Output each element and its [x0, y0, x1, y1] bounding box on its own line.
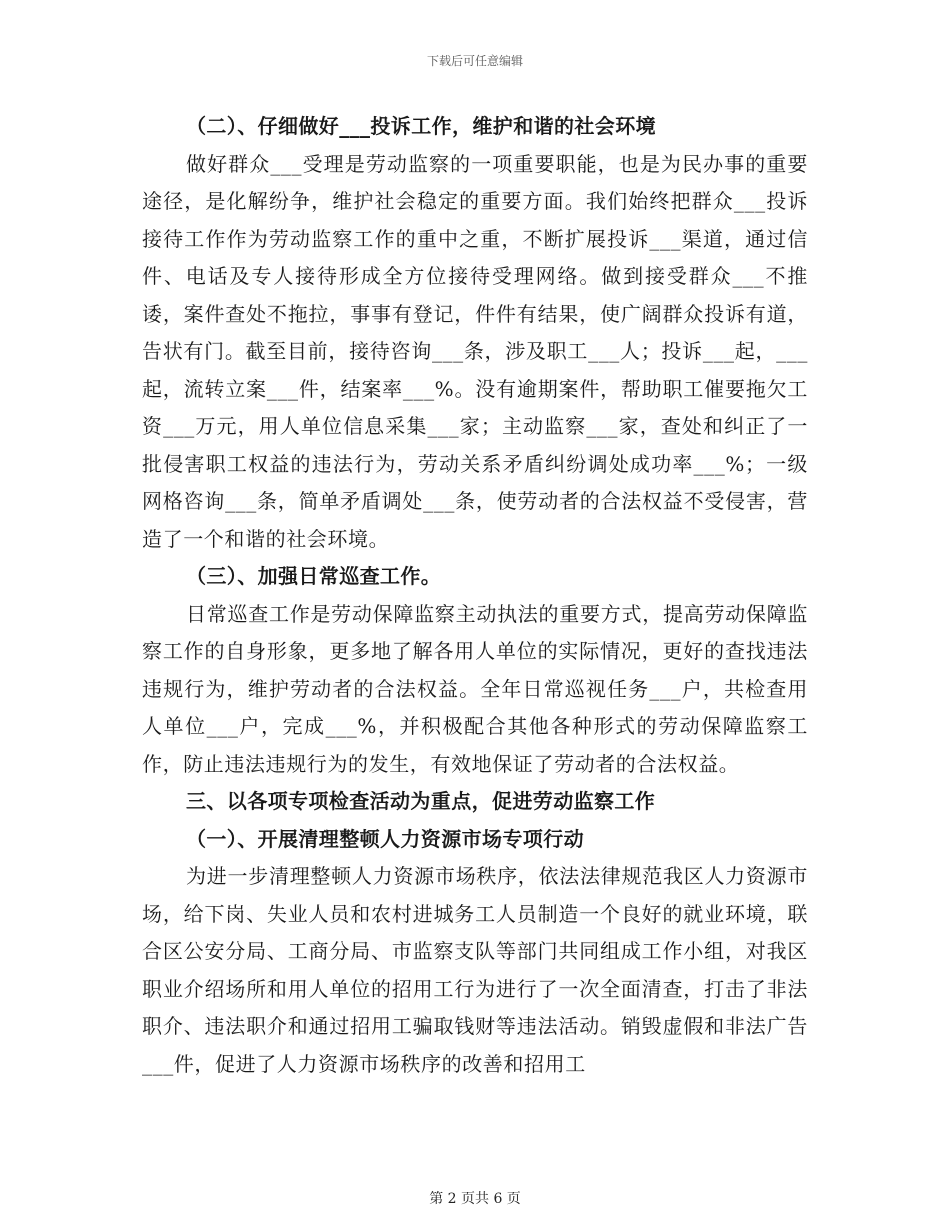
document-body: [142, 108, 808, 1083]
page-header: 下载后可任意编辑: [426, 54, 523, 68]
paragraph-hr-market: 为进一步清理整顿人力资源市场秩序，依法法律规范我区人力资源市场，给下岗、失业人员和农村进城务工人员制造一个良好的就业环境，联合区公安分局、工商分局、市监察支队等部门共同组成工作小组，对我区职业介绍场所和用人单位的招用工行为进行了一次全面清查，打击了非法职介、违法职介和通过招用工骗取钱财等违法活动。销毁虚假和非法广告___件，促进了人力资源市场秩序的改善和招用工: [142, 864, 808, 1076]
section-heading-patrol: （三）、加强日常巡查工作。: [186, 564, 442, 588]
page-footer: 第 2 页共 6 页: [429, 1191, 521, 1207]
paragraph-complaints: 做好群众___受理是劳动监察的一项重要职能，也是为民办事的重要途径，是化解纷争，维护社会稳定的重要方面。我们始终把群众___投诉接待工作作为劳动监察工作的重中之重，不断扩展投诉___渠道，通过信件、电话及专人接待形成全方位接待受理网络。做到接受群众___不推诿，案件查处不拖拉，事事有登记，件件有结果，使广阔群众投诉有道，告状有门。截至目前，接待咨询___条，涉及职工___人；投诉___起，___起，流转立案___件，结案率___%。没有逾期案件，帮助职工催要拖欠工资___万元，用人单位信息采集___家；主动监察___家，查处和纠正了一批侵害职工权益的违法行为，劳动关系矛盾纠纷调处成功率___%；一级网格咨询___条，简单矛盾调处___条，使劳动者的合法权益不受侵害，营造了一个和谐的社会环境。: [142, 151, 808, 551]
paragraph-patrol: 日常巡查工作是劳动保障监察主动执法的重要方式，提高劳动保障监察工作的自身形象，更多地了解各用人单位的实际情况，更好的查找违法违规行为，维护劳动者的合法权益。全年日常巡视任务___户，共检查用人单位___户，完成___%，并积极配合其他各种形式的劳动保障监察工作，防止违法违规行为的发生，有效地保证了劳动者的合法权益。: [142, 601, 808, 776]
section-heading-special-checks: 三、以各项专项检查活动为重点，促进劳动监察工作: [186, 789, 656, 813]
section-heading-complaints: （二）、仔细做好___投诉工作，维护和谐的社会环境: [186, 114, 656, 138]
section-heading-hr-market: （一）、开展清理整顿人力资源市场专项行动: [186, 826, 584, 851]
